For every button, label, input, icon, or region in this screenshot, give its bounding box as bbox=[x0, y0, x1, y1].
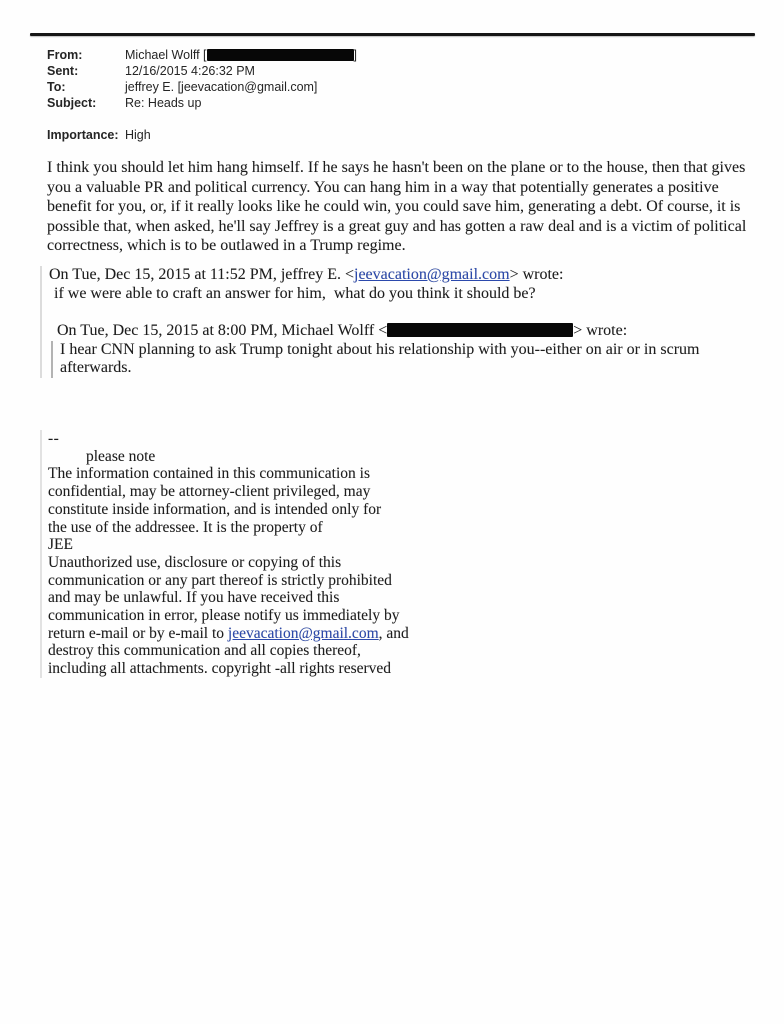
quote1-message: if we were able to craft an answer for him, what do you think it should be? bbox=[54, 284, 536, 302]
from-label: From: bbox=[47, 48, 83, 62]
email-body-paragraph: I think you should let him hang himself. If he says he hasn't been on the plane or to the house, then that gives you a valuable PR and political currency. You can hang him in a way that potentially generates a positive benefit for you, or, if it really looks like he could win, you could save him, generating a debt. Of course, it is possible that, when asked, he'll say Jeffrey is a great guy and has gotten a raw deal and is a victim of political correctness, which is to be outlawed in a Trump regime. bbox=[47, 159, 747, 255]
disclaimer-contact-pre: return e-mail or by e-mail to bbox=[48, 624, 228, 642]
signature-disclaimer bbox=[40, 430, 430, 678]
header-row-subject bbox=[47, 95, 357, 111]
quote1-attribution-pre: On Tue, Dec 15, 2015 at 11:52 PM, jeffrey E. < bbox=[49, 266, 354, 283]
redaction-bar bbox=[207, 49, 354, 61]
disclaimer-line: constitute inside information, and is intended only for bbox=[48, 500, 382, 518]
quote2-attribution bbox=[57, 322, 750, 341]
from-value-bracket: ] bbox=[353, 48, 357, 62]
redaction-bar bbox=[387, 323, 573, 337]
sent-label: Sent: bbox=[47, 64, 79, 78]
quote1-attribution bbox=[49, 266, 750, 285]
signature-separator: -- bbox=[48, 430, 60, 447]
disclaimer-line: destroy this communication and all copies thereof, bbox=[48, 642, 361, 660]
quote2-attribution-pre: On Tue, Dec 15, 2015 at 8:00 PM, Michael Wolff < bbox=[57, 322, 388, 340]
quoted-replies bbox=[40, 266, 750, 378]
disclaimer-line: JEE bbox=[48, 536, 73, 554]
quote1-email-link[interactable]: jeevacation@gmail.com bbox=[354, 266, 510, 283]
from-value-text: Michael Wolff [ bbox=[125, 48, 207, 62]
header-row-importance bbox=[47, 127, 357, 143]
disclaimer-heading: please note bbox=[86, 447, 156, 465]
importance-value: High bbox=[125, 128, 151, 142]
email-header bbox=[47, 47, 357, 143]
disclaimer-line: including all attachments. copyright -all rights reserved bbox=[48, 660, 392, 678]
disclaimer-line: confidential, may be attorney-client privileged, may bbox=[48, 483, 371, 501]
quote2-attribution-post: > wrote: bbox=[573, 322, 628, 340]
header-row-sent bbox=[47, 63, 357, 79]
subject-label: Subject: bbox=[47, 96, 97, 110]
quote1-attribution-post: > wrote: bbox=[509, 266, 564, 283]
to-label: To: bbox=[47, 80, 66, 94]
disclaimer-line: communication or any part thereof is strictly prohibited bbox=[48, 571, 392, 589]
disclaimer-line: Unauthorized use, disclosure or copying of this bbox=[48, 553, 342, 571]
disclaimer-line: and may be unlawful. If you have received this bbox=[48, 589, 340, 607]
header-row-from bbox=[47, 47, 357, 63]
header-row-to bbox=[47, 79, 357, 95]
quote2-message bbox=[51, 341, 750, 378]
from-value bbox=[125, 47, 357, 63]
page-top-rule bbox=[30, 33, 755, 36]
quote2-message-line1: I hear CNN planning to ask Trump tonight about his relationship with you--either on air or in scrum bbox=[60, 340, 700, 358]
disclaimer-line: The information contained in this communication is bbox=[48, 465, 370, 483]
disclaimer-line: communication in error, please notify us immediately by bbox=[48, 607, 400, 625]
disclaimer-contact-line bbox=[48, 625, 430, 643]
subject-value: Re: Heads up bbox=[125, 96, 202, 110]
disclaimer-line: the use of the addressee. It is the property of bbox=[48, 518, 323, 536]
sent-value: 12/16/2015 4:26:32 PM bbox=[125, 64, 255, 78]
disclaimer-contact-post: , and bbox=[378, 624, 409, 642]
to-value: jeffrey E. [jeevacation@gmail.com] bbox=[125, 80, 318, 94]
importance-label: Importance: bbox=[47, 128, 119, 142]
quote2-message-line2: afterwards. bbox=[60, 359, 132, 377]
disclaimer-email-link[interactable]: jeevacation@gmail.com bbox=[227, 624, 379, 642]
